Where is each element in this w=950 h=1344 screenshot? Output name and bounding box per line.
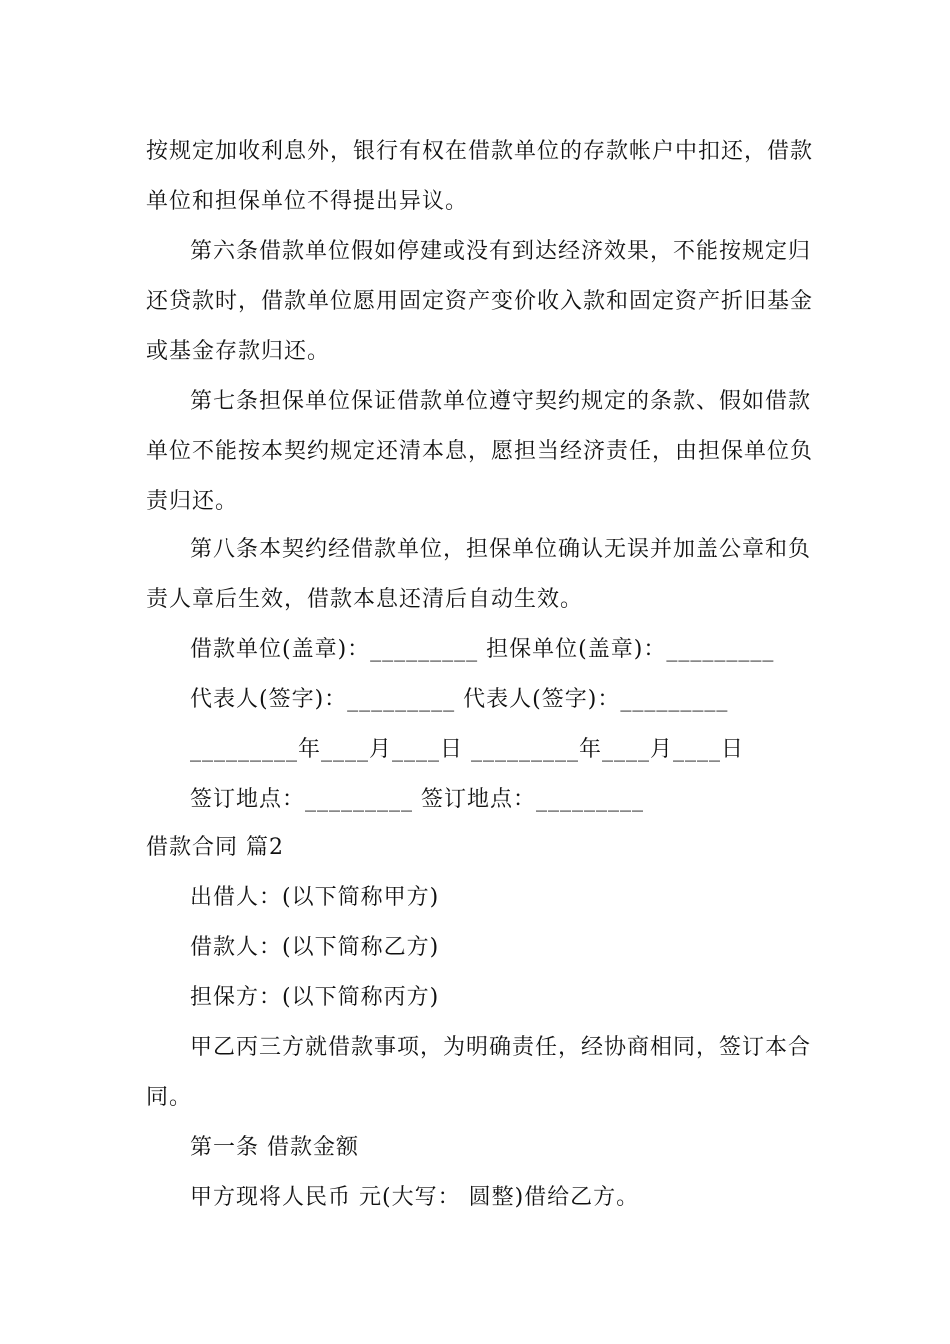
section-heading: 借款合同 篇2	[146, 835, 284, 860]
article-8-line: 第八条本契约经借款单位，担保单位确认无误并加盖公章和负	[190, 537, 812, 562]
signature-date-line: _________年____月____日 _________年____月____日	[190, 737, 744, 762]
paragraph-line: 或基金存款归还。	[146, 339, 331, 364]
borrower-line: 借款人：(以下简称乙方)	[190, 935, 440, 960]
loan-amount-line: 甲方现将人民币 元(大写： 圆整)借给乙方。	[190, 1185, 640, 1210]
paragraph-line: 责人章后生效，借款本息还清后自动生效。	[146, 587, 584, 612]
paragraph-line: 单位不能按本契约规定还清本息，愿担当经济责任，由担保单位负	[146, 439, 814, 464]
signature-seal-line: 借款单位(盖章)：_________ 担保单位(盖章)：_________	[190, 637, 775, 662]
article-6-line: 第六条借款单位假如停建或没有到达经济效果，不能按规定归	[190, 239, 812, 264]
signature-representative-line: 代表人(签字)：_________ 代表人(签字)：_________	[190, 687, 729, 712]
paragraph-line: 还贷款时，借款单位愿用固定资产变价收入款和固定资产折旧基金	[146, 289, 814, 314]
paragraph-line: 按规定加收利息外，银行有权在借款单位的存款帐户中扣还，借款	[146, 139, 814, 164]
paragraph-line: 单位和担保单位不得提出异议。	[146, 189, 469, 214]
guarantor-line: 担保方：(以下简称丙方)	[190, 985, 440, 1010]
paragraph-line: 同。	[146, 1085, 193, 1110]
article-1-heading: 第一条 借款金额	[190, 1135, 359, 1160]
preamble-line: 甲乙丙三方就借款事项，为明确责任，经协商相同，签订本合	[190, 1035, 812, 1060]
article-7-line: 第七条担保单位保证借款单位遵守契约规定的条款、假如借款	[190, 389, 812, 414]
paragraph-line: 责归还。	[146, 489, 239, 514]
lender-line: 出借人：(以下简称甲方)	[190, 885, 440, 910]
signature-place-line: 签订地点：_________ 签订地点：_________	[190, 787, 644, 812]
